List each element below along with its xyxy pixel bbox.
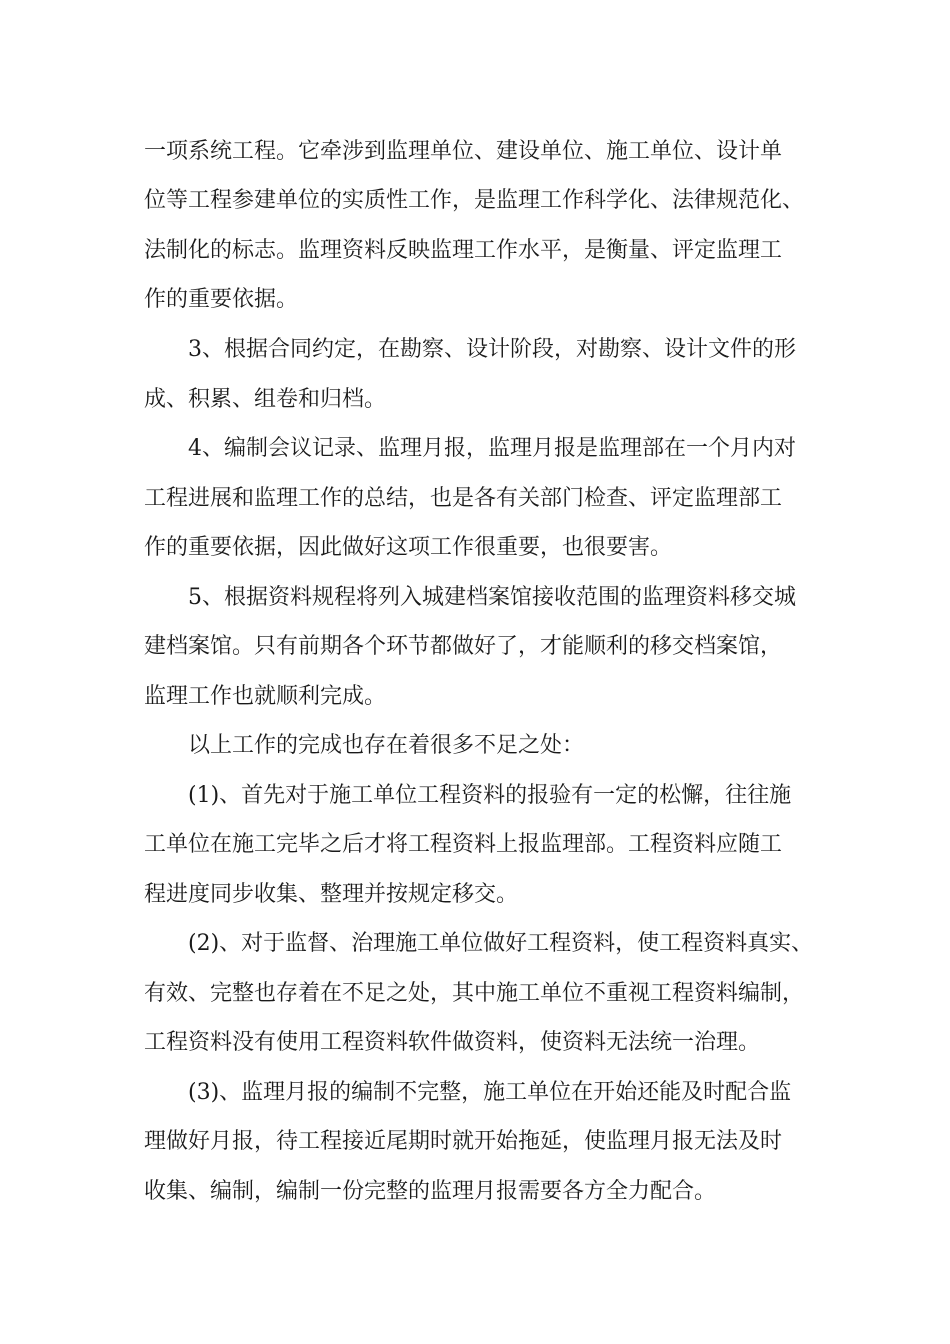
text-line: 以上工作的完成也存在着很多不足之处： xyxy=(188,733,585,758)
text-line: (3)、监理月报的编制不完整，施工单位在开始还能及时配合监 xyxy=(188,1080,792,1105)
text-line: 3、根据合同约定，在勘察、设计阶段，对勘察、设计文件的形 xyxy=(188,337,796,362)
text-line: 4、编制会议记录、监理月报，监理月报是监理部在一个月内对 xyxy=(188,436,796,461)
text-line: 一项系统工程。它牵涉到监理单位、建设单位、施工单位、设计单 xyxy=(144,139,783,164)
text-line: 5、根据资料规程将列入城建档案馆接收范围的监理资料移交城 xyxy=(188,585,796,610)
text-line: 有效、完整也存着在不足之处，其中施工单位不重视工程资料编制， xyxy=(144,981,805,1006)
text-line: 法制化的标志。监理资料反映监理工作水平，是衡量、评定监理工 xyxy=(144,238,783,263)
text-line: (2)、对于监督、治理施工单位做好工程资料，使工程资料真实、 xyxy=(188,931,814,956)
text-line: 收集、编制，编制一份完整的监理月报需要各方全力配合。 xyxy=(144,1179,717,1204)
text-line: 工程资料没有使用工程资料软件做资料，使资料无法统一治理。 xyxy=(144,1030,761,1055)
text-line: 建档案馆。只有前期各个环节都做好了，才能顺利的移交档案馆， xyxy=(144,634,783,659)
text-line: 工单位在施工完毕之后才将工程资料上报监理部。工程资料应随工 xyxy=(144,832,783,857)
text-line: 作的重要依据，因此做好这项工作很重要，也很要害。 xyxy=(144,535,673,560)
text-line: 程进度同步收集、整理并按规定移交。 xyxy=(144,882,519,907)
text-line: (1)、首先对于施工单位工程资料的报验有一定的松懈，往往施 xyxy=(188,783,792,808)
text-line: 成、积累、组卷和归档。 xyxy=(144,387,387,412)
text-line: 理做好月报，待工程接近尾期时就开始拖延，使监理月报无法及时 xyxy=(144,1129,783,1154)
text-line: 工程进展和监理工作的总结，也是各有关部门检查、评定监理部工 xyxy=(144,486,783,511)
text-line: 监理工作也就顺利完成。 xyxy=(144,684,387,709)
text-line: 位等工程参建单位的实质性工作，是监理工作科学化、法律规范化、 xyxy=(144,188,805,213)
text-line: 作的重要依据。 xyxy=(144,287,299,312)
